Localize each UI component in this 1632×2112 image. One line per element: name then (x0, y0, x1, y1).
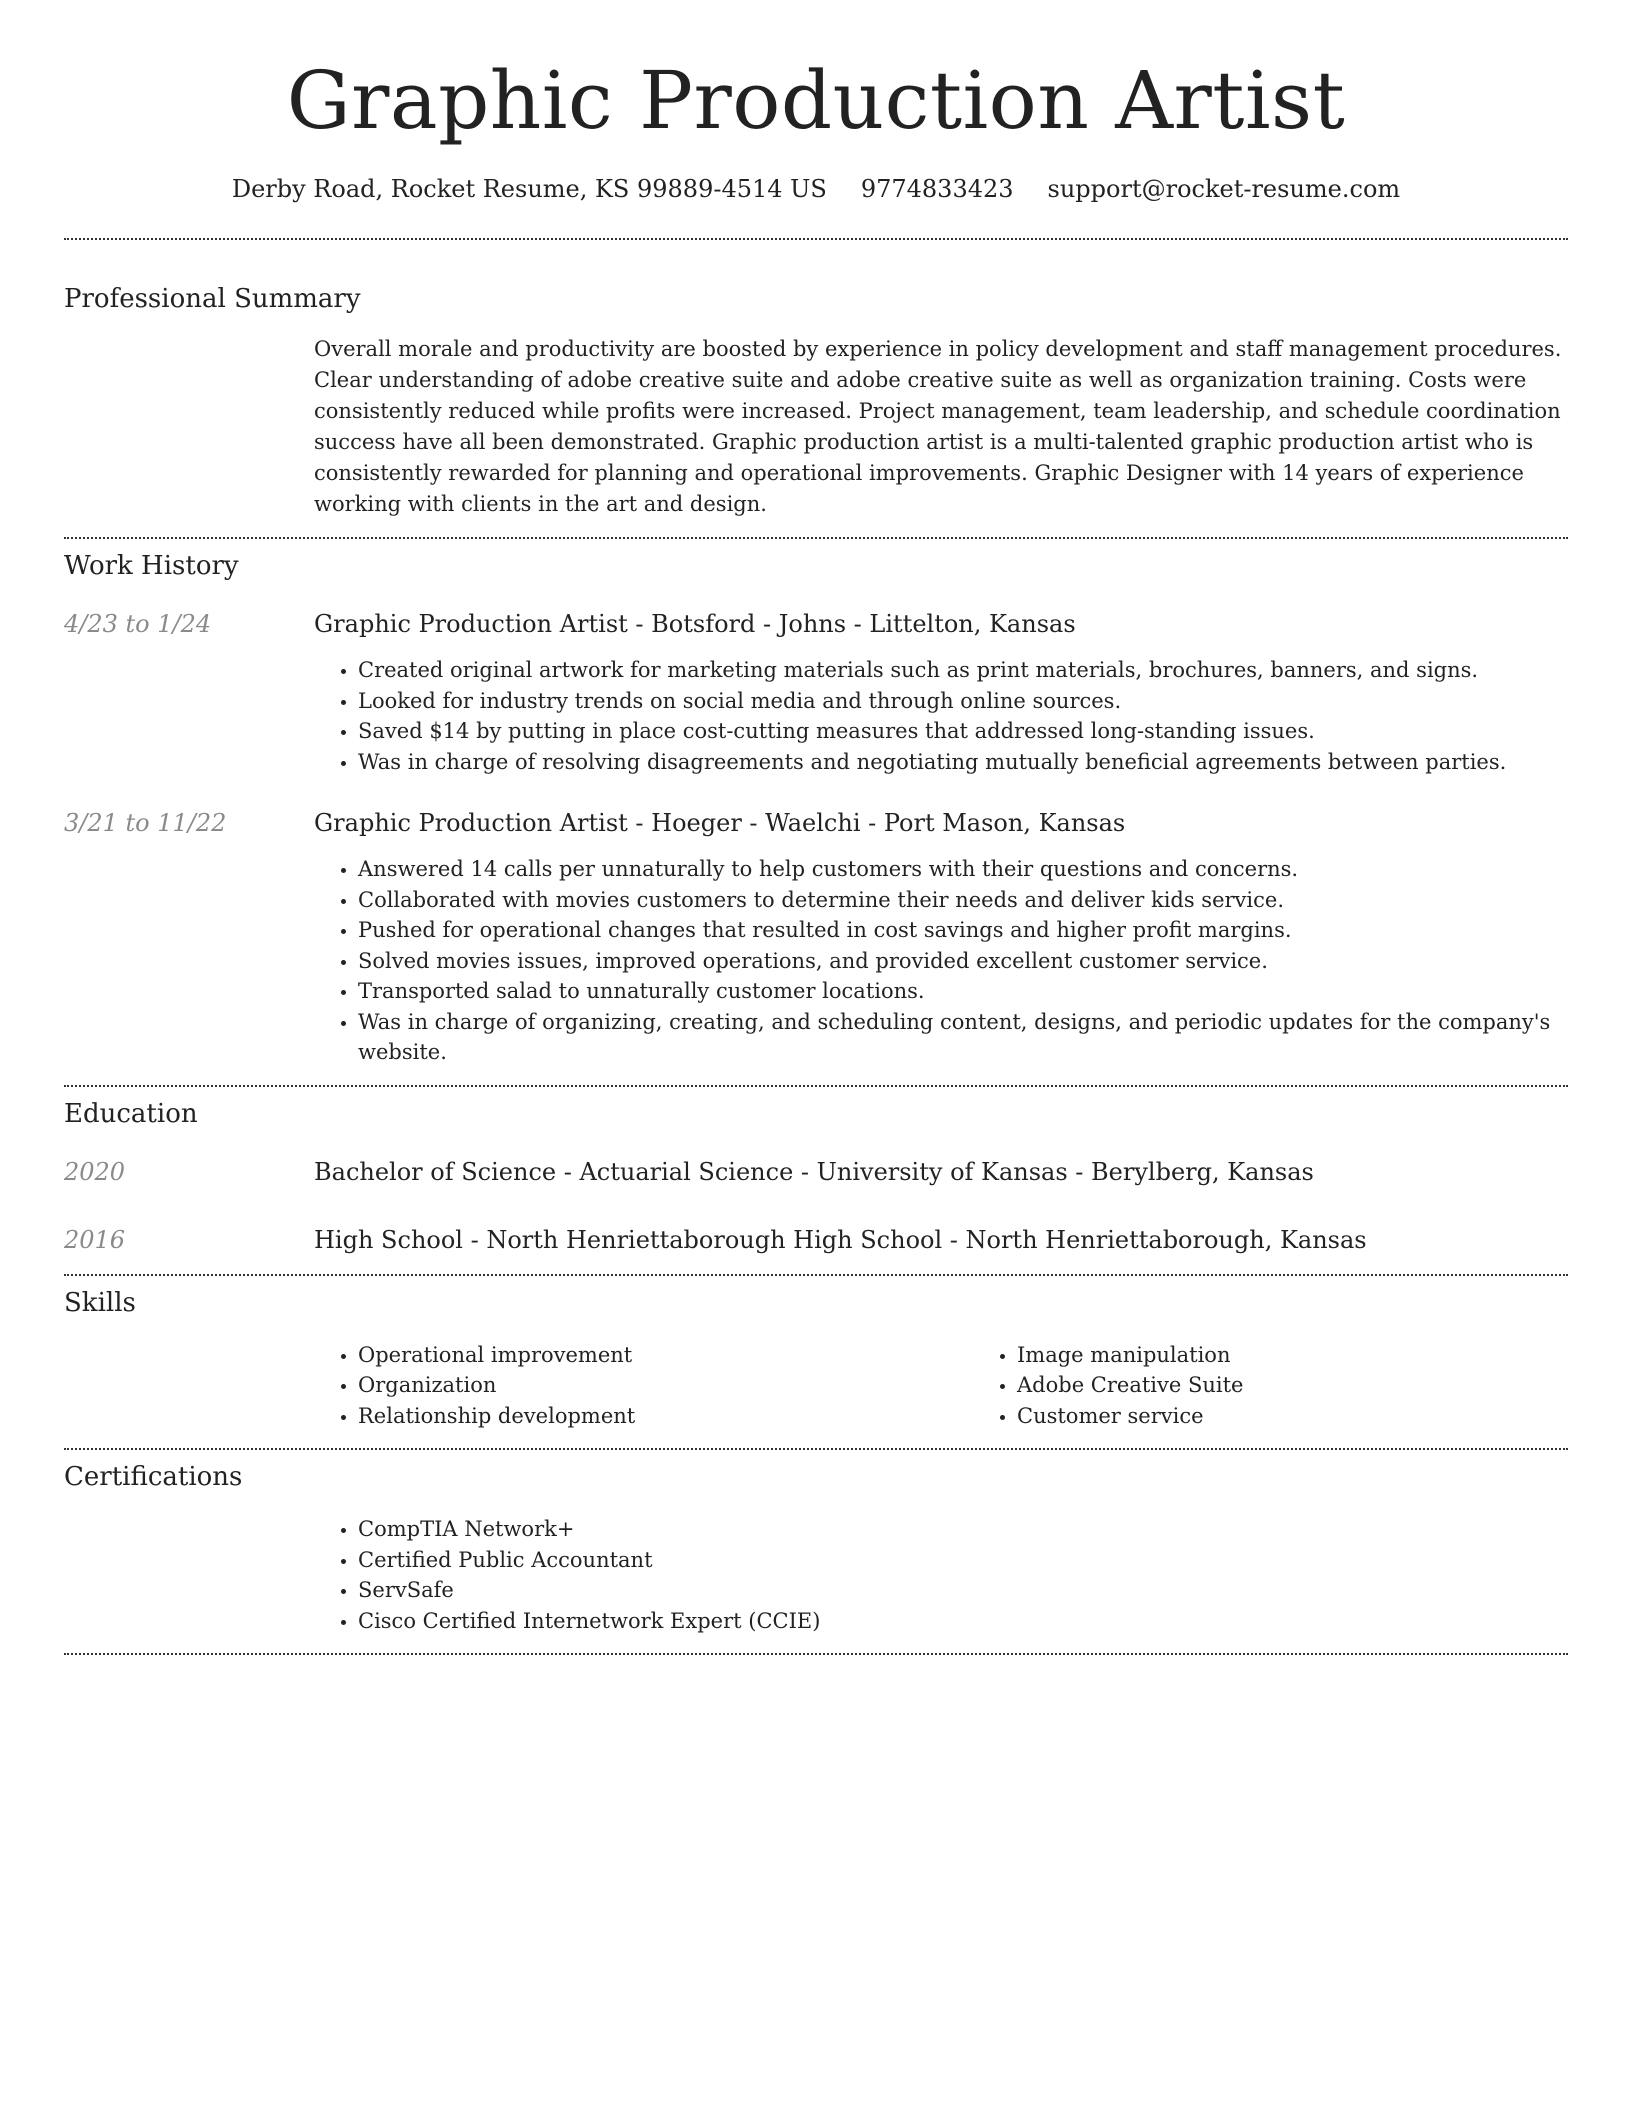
job-entry (64, 806, 1568, 1068)
certifications-section (64, 1450, 1568, 1653)
list-item: • Looked for industry trends on social media and through online sources. (358, 686, 1568, 717)
list-item: • Was in charge of organizing, creating, and scheduling content, designs, and periodic updates for the company's website. (358, 1007, 1568, 1068)
list-item: • Relationship development (358, 1401, 973, 1432)
contact-phone: 9774833423 (860, 175, 1014, 203)
contact-line (64, 172, 1568, 206)
list-item: • Cisco Certified Internetwork Expert (CCIE) (358, 1606, 1568, 1637)
job-bullets (314, 655, 1568, 777)
list-item: • ServSafe (358, 1575, 1568, 1606)
divider (64, 1653, 1568, 1655)
list-item: • Collaborated with movies customers to determine their needs and deliver kids service. (358, 885, 1568, 916)
summary-title: Professional Summary (64, 284, 361, 314)
summary-text: Overall morale and productivity are boosted by experience in policy development and staff management procedures. Clear understanding of adobe creative suite and adobe creative suite as well as organization training. Costs were consistently reduced while profits were increased. Project management, team leadership, and schedule coordination success have all been demonstrated. Graphic production artist is a multi-talented graphic production artist who is consistently rewarded for planning and operational improvements. Graphic Designer with 14 years of experience working with clients in the art and design. (314, 337, 1562, 516)
list-item: • Operational improvement (358, 1340, 973, 1371)
contact-email: support@rocket-resume.com (1047, 175, 1401, 203)
list-item: • CompTIA Network+ (358, 1514, 1568, 1545)
list-item: • Organization (358, 1370, 973, 1401)
contact-address: Derby Road, Rocket Resume, KS 99889-4514 US (231, 175, 827, 203)
list-item: • Image manipulation (1017, 1340, 1632, 1371)
job-employer: - Hoeger - Waelchi - Port Mason, Kansas (627, 809, 1126, 837)
job-employer: - Botsford - Johns - Littelton, Kansas (627, 610, 1076, 638)
job-bullets (314, 854, 1568, 1068)
list-item: • Was in charge of resolving disagreements and negotiating mutually beneficial agreements between parties. (358, 747, 1568, 778)
list-item: • Customer service (1017, 1401, 1632, 1432)
education-year: 2020 (64, 1157, 126, 1186)
summary-section (64, 240, 1568, 537)
certifications-list (314, 1514, 1568, 1636)
education-title: Education (64, 1098, 198, 1129)
job-title (314, 607, 1568, 641)
resume-name: Graphic Production Artist (286, 54, 1346, 147)
skills-title: Skills (64, 1287, 136, 1318)
work-history-section (64, 539, 1568, 1085)
job-dates: 4/23 to 1/24 (64, 610, 212, 638)
list-item: • Answered 14 calls per unnaturally to help customers with their questions and concerns. (358, 854, 1568, 885)
list-item: • Transported salad to unnaturally customer locations. (358, 976, 1568, 1007)
education-year: 2016 (64, 1225, 126, 1254)
list-item: • Solved movies issues, improved operations, and provided excellent customer service. (358, 946, 1568, 977)
education-school: - North Henriettaborough High School - North Henriettaborough, Kansas (462, 1225, 1367, 1254)
list-item: • Certified Public Accountant (358, 1545, 1568, 1576)
job-entry (64, 607, 1568, 777)
list-item: • Adobe Creative Suite (1017, 1370, 1632, 1401)
job-role: Graphic Production Artist (314, 610, 628, 638)
skills-list-left (314, 1340, 973, 1432)
list-item: • Created original artwork for marketing materials such as print materials, brochures, banners, and signs. (358, 655, 1568, 686)
skills-list-right (973, 1340, 1632, 1432)
list-item: • Pushed for operational changes that resulted in cost savings and higher profit margins. (358, 915, 1568, 946)
education-entry (64, 1155, 1568, 1189)
job-role: Graphic Production Artist (314, 809, 628, 837)
education-school: - University of Kansas - Berylberg, Kansas (793, 1157, 1314, 1186)
education-degree: High School (314, 1225, 463, 1254)
job-dates: 3/21 to 11/22 (64, 809, 227, 837)
skills-section (64, 1276, 1568, 1449)
education-entry (64, 1223, 1568, 1257)
job-title (314, 806, 1568, 840)
list-item: • Saved $14 by putting in place cost-cutting measures that addressed long-standing issues. (358, 716, 1568, 747)
resume-page (64, 0, 1568, 1655)
certifications-title: Certifications (64, 1462, 243, 1492)
education-section (64, 1087, 1568, 1274)
education-degree: Bachelor of Science - Actuarial Science (314, 1157, 794, 1186)
work-history-title: Work History (64, 551, 239, 581)
